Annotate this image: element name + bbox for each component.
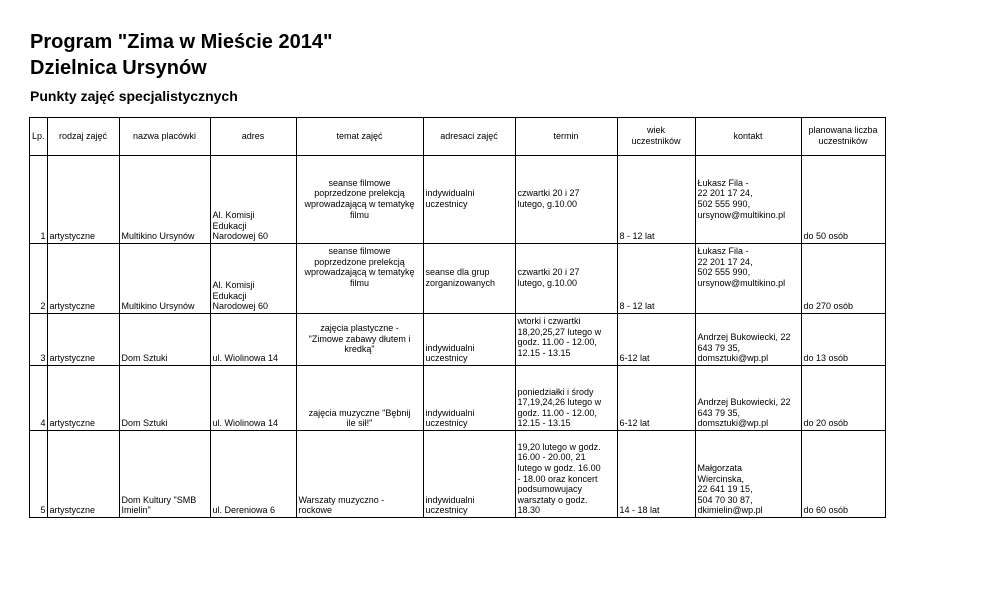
section-heading: Punkty zajęć specjalistycznych xyxy=(30,88,238,104)
cell-wiek: 14 - 18 lat xyxy=(617,431,695,518)
cell-lp: 1 xyxy=(30,156,48,244)
cell-termin: poniedziałki i środy 17,19,24,26 lutego w godz. 11.00 - 12.00, 12.15 - 13.15 xyxy=(515,366,617,431)
header-rodzaj: rodzaj zajęć xyxy=(47,118,119,156)
header-termin: termin xyxy=(515,118,617,156)
header-placowka: nazwa placówki xyxy=(119,118,210,156)
cell-termin: 19,20 lutego w godz. 16.00 - 20.00, 21 lutego w godz. 16.00 - 18.00 oraz koncert podsumowujacy warsztaty o godz. 18.30 xyxy=(515,431,617,518)
cell-placowka: Multikino Ursynów xyxy=(119,244,210,314)
cell-placowka: Dom Sztuki xyxy=(119,366,210,431)
cell-kontakt: Łukasz Fila - 22 201 17 24, 502 555 990, ursynow@multikino.pl xyxy=(695,156,801,244)
cell-adresaci: seanse dla grup zorganizowanych xyxy=(423,244,515,314)
cell-adres: Al. Komisji Edukacji Narodowej 60 xyxy=(210,156,296,244)
cell-liczba: do 13 osób xyxy=(801,314,885,366)
schedule-table xyxy=(29,117,886,518)
cell-adres: ul. Dereniowa 6 xyxy=(210,431,296,518)
cell-adresaci: indywidualni uczestnicy xyxy=(423,314,515,366)
header-kontakt: kontakt xyxy=(695,118,801,156)
cell-temat: seanse filmowe poprzedzone prelekcją wprowadzającą w tematykę filmu xyxy=(296,244,423,314)
cell-lp: 5 xyxy=(30,431,48,518)
cell-kontakt: Łukasz Fila - 22 201 17 24, 502 555 990, ursynow@multikino.pl xyxy=(695,244,801,314)
cell-temat: zajęcia plastyczne - "Zimowe zabawy dłutem i kredką" xyxy=(296,314,423,366)
cell-termin: czwartki 20 i 27 lutego, g.10.00 xyxy=(515,156,617,244)
table-row xyxy=(30,156,886,244)
cell-adres: ul. Wiolinowa 14 xyxy=(210,314,296,366)
cell-wiek: 6-12 lat xyxy=(617,366,695,431)
cell-lp: 2 xyxy=(30,244,48,314)
cell-kontakt: Małgorzata Wiercinska, 22 641 19 15, 504 70 30 87, dkimielin@wp.pl xyxy=(695,431,801,518)
table-row xyxy=(30,314,886,366)
cell-adresaci: indywidualni uczestnicy xyxy=(423,366,515,431)
cell-adres: ul. Wiolinowa 14 xyxy=(210,366,296,431)
cell-liczba: do 50 osób xyxy=(801,156,885,244)
cell-rodzaj: artystyczne xyxy=(47,431,119,518)
cell-kontakt: Andrzej Bukowiecki, 22 643 79 35, domsztuki@wp.pl xyxy=(695,366,801,431)
cell-rodzaj: artystyczne xyxy=(47,156,119,244)
cell-placowka: Dom Sztuki xyxy=(119,314,210,366)
cell-adresaci: indywidualni uczestnicy xyxy=(423,156,515,244)
cell-termin: czwartki 20 i 27 lutego, g.10.00 xyxy=(515,244,617,314)
cell-liczba: do 270 osób xyxy=(801,244,885,314)
cell-liczba: do 60 osób xyxy=(801,431,885,518)
cell-kontakt: Andrzej Bukowiecki, 22 643 79 35, domsztuki@wp.pl xyxy=(695,314,801,366)
cell-liczba: do 20 osób xyxy=(801,366,885,431)
cell-adres: Al. Komisji Edukacji Narodowej 60 xyxy=(210,244,296,314)
header-wiek: wiek uczestników xyxy=(617,118,695,156)
table-row xyxy=(30,431,886,518)
page-subtitle-district: Dzielnica Ursynów xyxy=(30,57,207,79)
header-adres: adres xyxy=(210,118,296,156)
table-row xyxy=(30,244,886,314)
cell-placowka: Dom Kultury "SMB Imielin" xyxy=(119,431,210,518)
cell-rodzaj: artystyczne xyxy=(47,244,119,314)
cell-wiek: 8 - 12 lat xyxy=(617,156,695,244)
cell-lp: 4 xyxy=(30,366,48,431)
page-title: Program "Zima w Mieście 2014" xyxy=(30,31,333,53)
cell-rodzaj: artystyczne xyxy=(47,366,119,431)
cell-wiek: 8 - 12 lat xyxy=(617,244,695,314)
table-row xyxy=(30,366,886,431)
cell-wiek: 6-12 lat xyxy=(617,314,695,366)
header-temat: temat zajęć xyxy=(296,118,423,156)
cell-temat: seanse filmowe poprzedzone prelekcją wprowadzającą w tematykę filmu xyxy=(296,156,423,244)
cell-termin: wtorki i czwartki 18,20,25,27 lutego w godz. 11.00 - 12.00, 12.15 - 13.15 xyxy=(515,314,617,366)
cell-adresaci: indywidualni uczestnicy xyxy=(423,431,515,518)
cell-lp: 3 xyxy=(30,314,48,366)
table-header-row xyxy=(30,118,886,156)
header-liczba: planowana liczba uczestników xyxy=(801,118,885,156)
cell-temat: zajęcia muzyczne "Bębnij ile sił!" xyxy=(296,366,423,431)
header-lp: Lp. xyxy=(30,118,48,156)
header-adresaci: adresaci zajęć xyxy=(423,118,515,156)
cell-rodzaj: artystyczne xyxy=(47,314,119,366)
cell-temat: Warszaty muzyczno - rockowe xyxy=(296,431,423,518)
cell-placowka: Multikino Ursynów xyxy=(119,156,210,244)
